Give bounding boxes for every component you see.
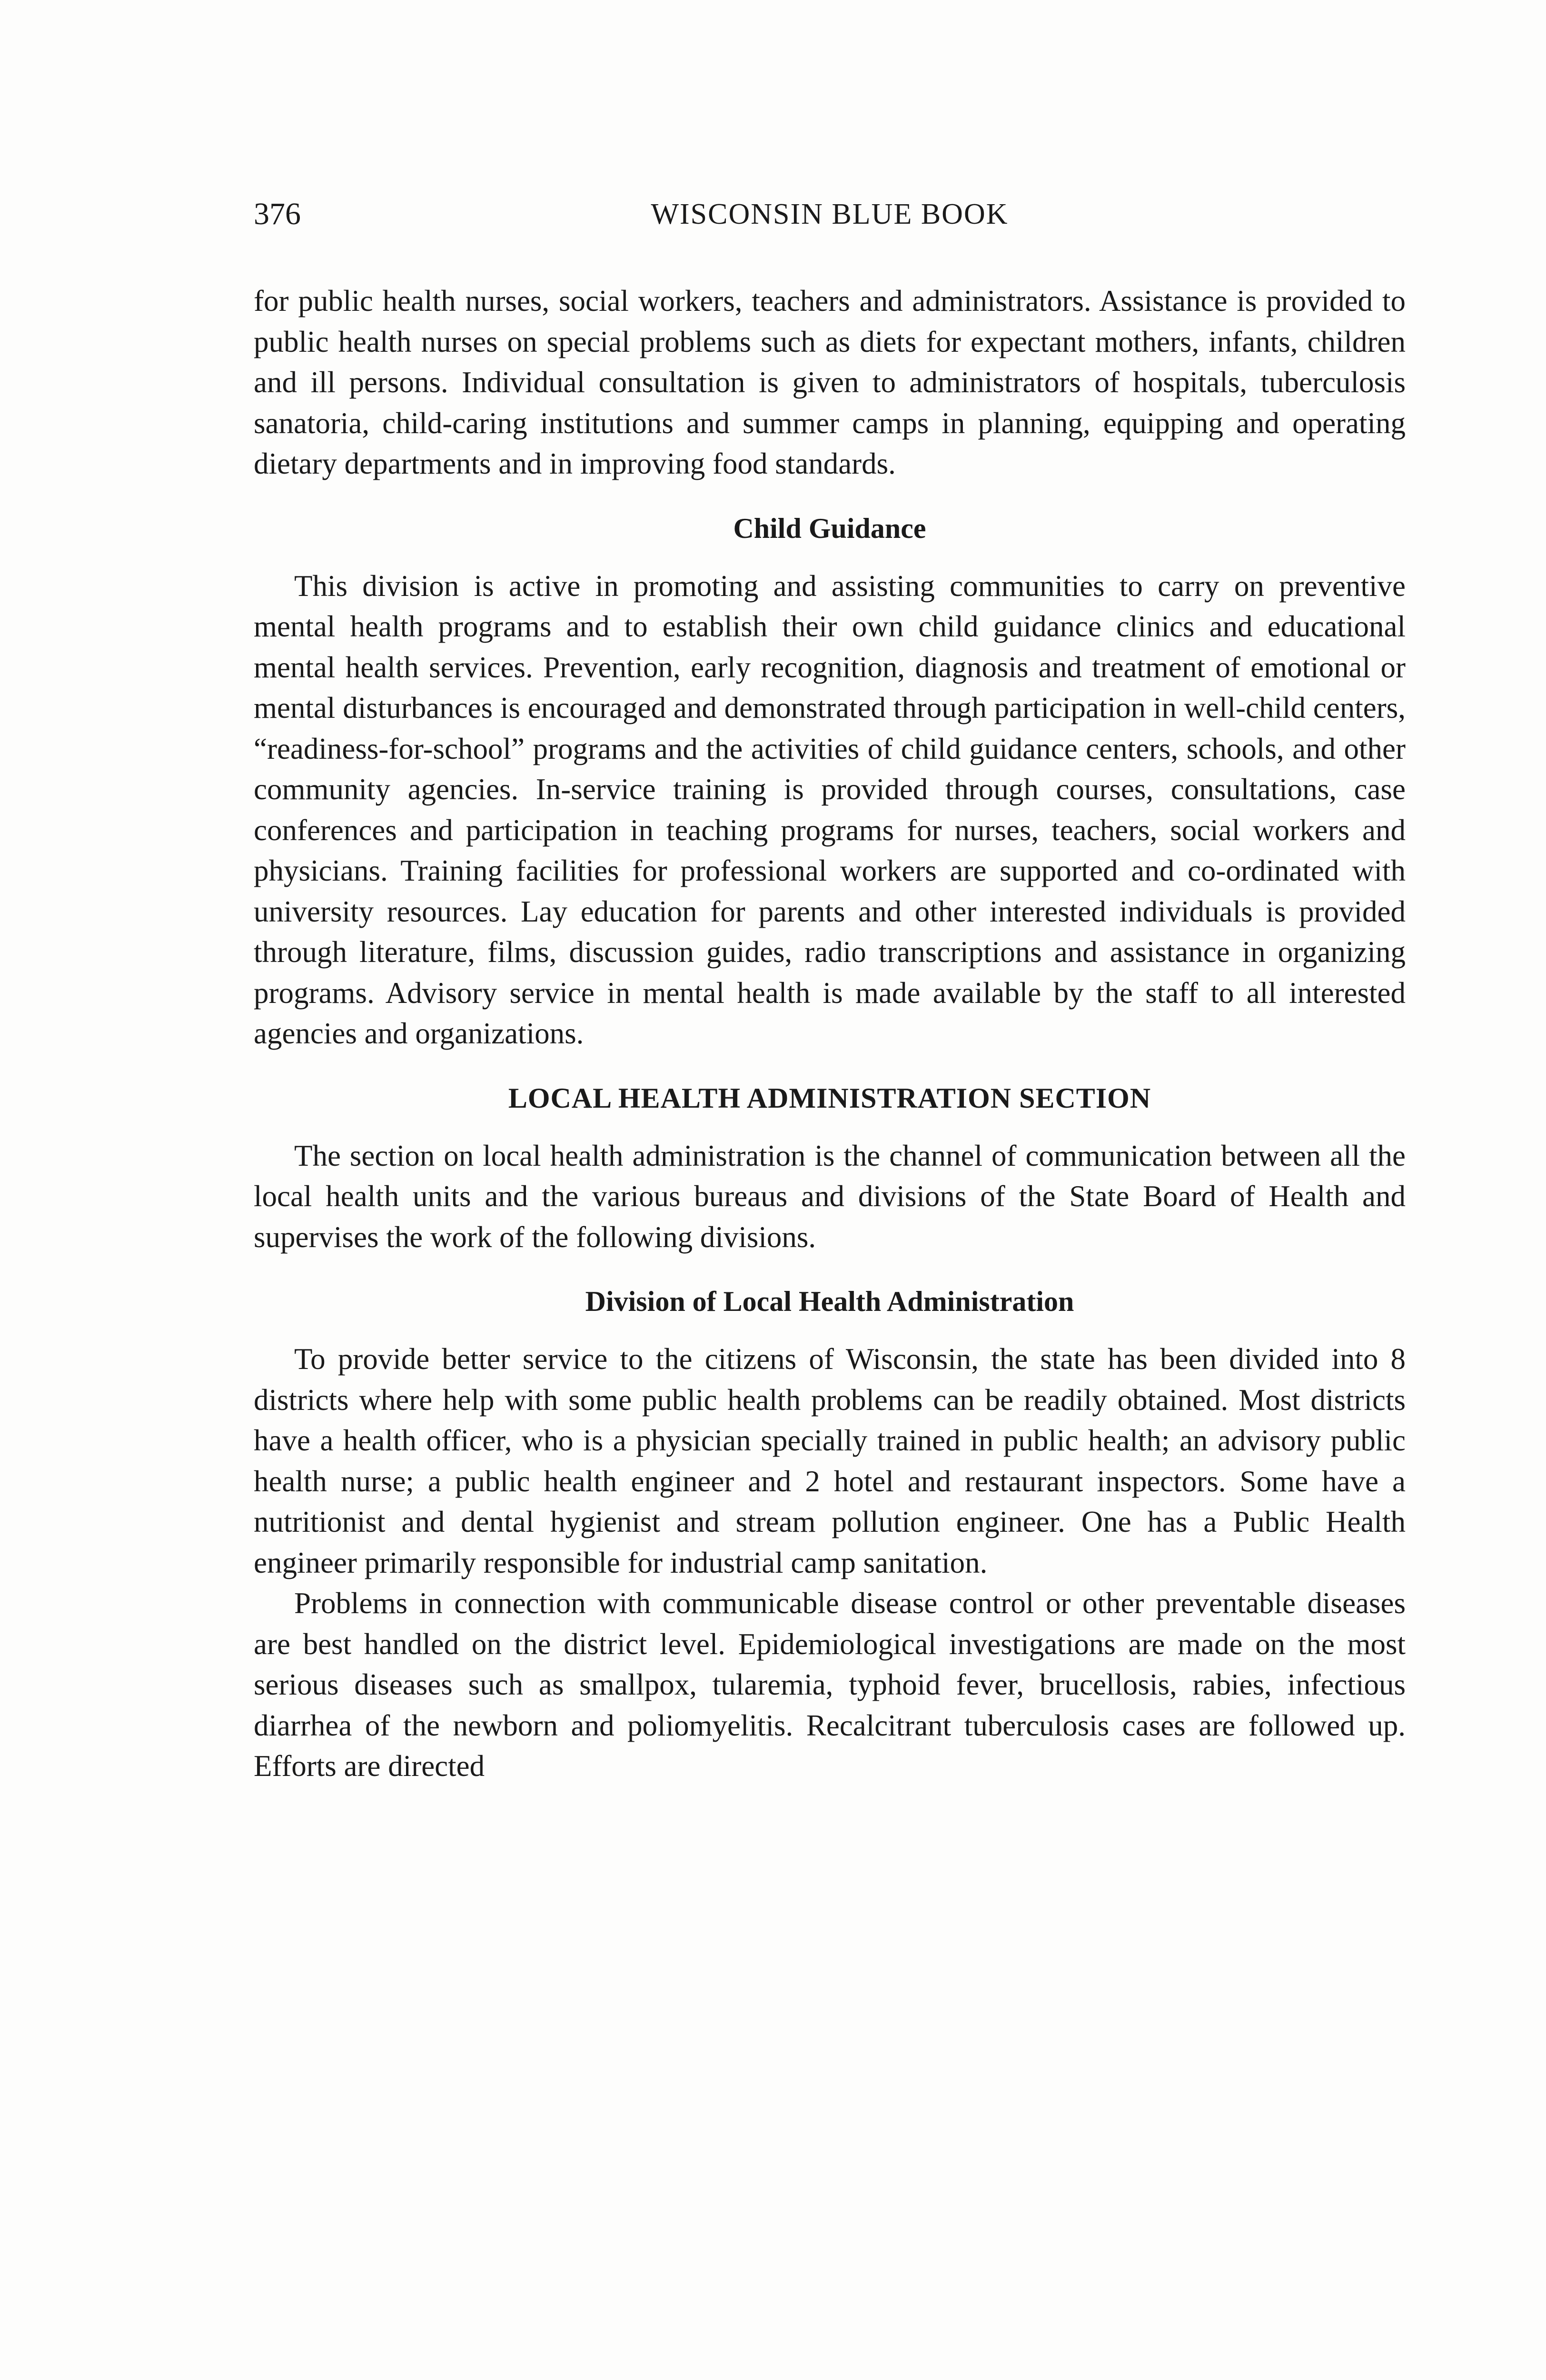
paragraph-local-health-section: The section on local health administration is the channel of communication between all the local health units and the various bureaus and divisions of the State Board of Health and supervises the work of the following divisions. (254, 1139, 1406, 1254)
paragraph-continued: for public health nurses, social workers, teachers and administrators. Assistance is provided to public health nurses on special problems such as diets for expectant mothers, infants, children and ill persons. Individual consultation is given to administrators of hospitals, tuberculosis sanatoria, child-caring institutions and summer camps in planning, equipping and operating dietary departments and in improving food standards. (254, 284, 1406, 480)
paragraph-child-guidance: This division is active in promoting and assisting communities to carry on preventive mental health programs and to establish their own child guidance clinics and educational mental health services. Prevention, early recognition, diagnosis and treatment of emotional or mental disturbances is encouraged and demonstrated through participation in well-child centers, “readiness-for-school” programs and the activities of child guidance centers, schools, and other community agencies. In-service training is provided through courses, consultations, case conferences and participation in teaching programs for nurses, teachers, social workers and physicians. Training facilities for professional workers are supported and co-ordinated with university resources. Lay education for parents and other interested individuals is provided through literature, films, discussion guides, radio transcriptions and assistance in organizing programs. Advisory service in mental health is made available by the staff to all interested agencies and organizations. (254, 569, 1406, 1050)
paragraph-division-local-health-1: To provide better service to the citizens of Wisconsin, the state has been divided into 8 districts where help with some public health problems can be readily obtained. Most districts have a health officer, who is a physician specially trained in public health; an advisory public health nurse; a public health engineer and 2 hotel and restaurant inspectors. Some have a nutritionist and dental hygienist and stream pollution engineer. One has a Public Health engineer primarily responsible for industrial camp sanitation. (254, 1342, 1406, 1579)
page-number: 376 (254, 197, 301, 231)
page-header (254, 193, 1406, 236)
running-title: WISCONSIN BLUE BOOK (651, 198, 1009, 230)
heading-local-health-section: LOCAL HEALTH ADMINISTRATION SECTION (508, 1082, 1151, 1114)
heading-division-local-health: Division of Local Health Administration (585, 1286, 1074, 1317)
page-content (254, 281, 1406, 1787)
heading-child-guidance: Child Guidance (733, 512, 926, 544)
paragraph-division-local-health-2: Problems in connection with communicable disease control or other preventable diseases are best handled on the district level. Epidemiological investigations are made on the most serious diseases such as smallpox, tularemia, typhoid fever, brucellosis, rabies, infectious diarrhea of the newborn and poliomyelitis. Recalcitrant tuberculosis cases are followed up. Efforts are directed (254, 1587, 1406, 1783)
